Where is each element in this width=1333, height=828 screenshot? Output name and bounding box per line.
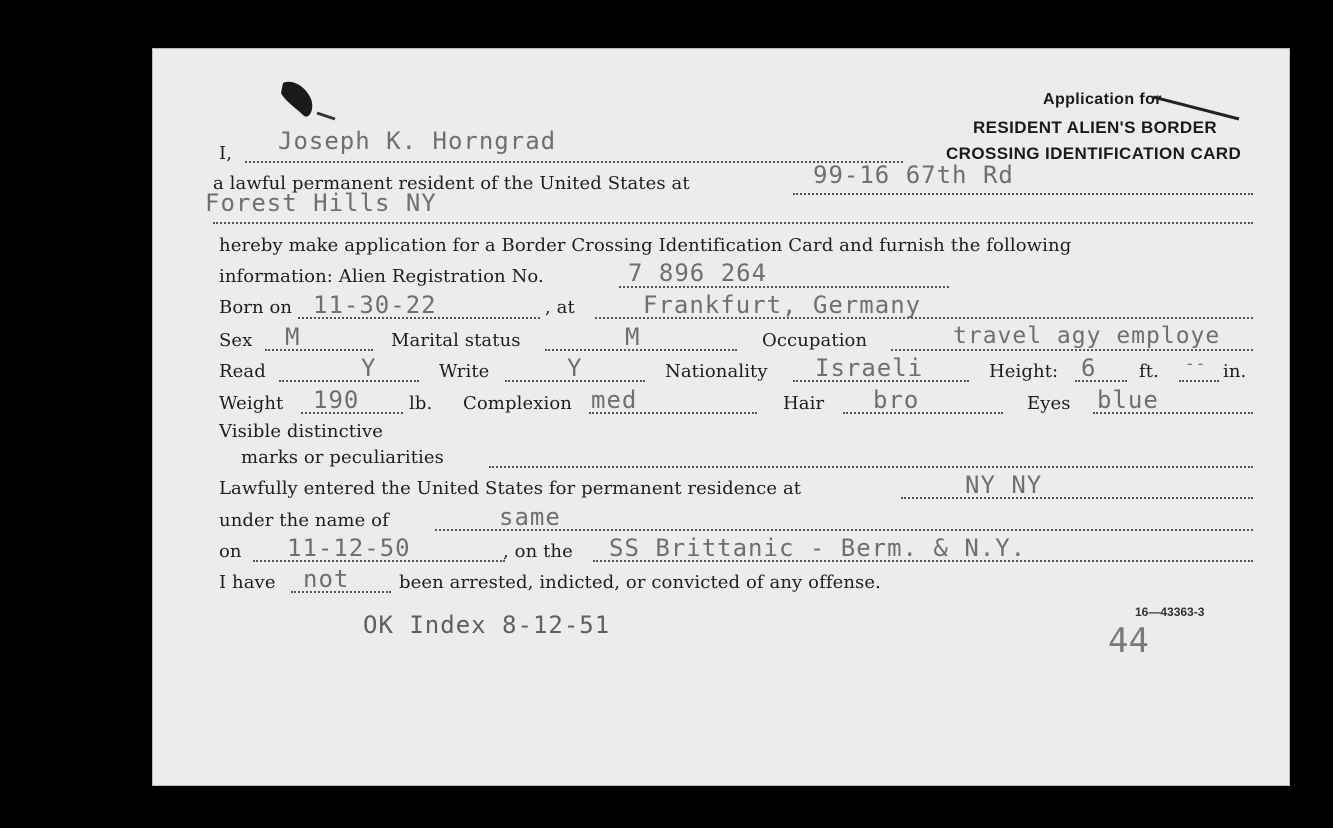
write-value: Y [567, 354, 583, 382]
label-under-name: under the name of [219, 510, 389, 531]
label-sex: Sex [219, 330, 253, 351]
hair-value: bro [873, 386, 920, 414]
dotted-line [1179, 380, 1219, 382]
label-on-the: , on the [503, 541, 573, 562]
dotted-line [213, 222, 1253, 224]
label-arrested-statement: been arrested, indicted, or convicted of any offense. [399, 572, 881, 593]
height-inches: -- [1185, 354, 1207, 373]
label-eyes: Eyes [1027, 393, 1071, 414]
dotted-line [901, 497, 1253, 499]
label-i: I, [219, 143, 233, 164]
label-occupation: Occupation [762, 330, 868, 351]
dotted-line [265, 349, 373, 351]
complexion-value: med [591, 386, 638, 414]
label-lawfully-entered: Lawfully entered the United States for permanent residence at [219, 478, 802, 499]
label-lb: lb. [409, 393, 433, 414]
vessel-value: SS Brittanic - Berm. & N.Y. [609, 534, 1027, 562]
birth-place: Frankfurt, Germany [643, 291, 922, 319]
label-hereby: hereby make application for a Border Crossing Identification Card and furnish the following [219, 235, 1072, 256]
weight-value: 190 [313, 386, 360, 414]
dotted-line [489, 466, 1253, 468]
label-visible-marks-1: Visible distinctive [219, 421, 383, 442]
arrested-value: not [303, 565, 350, 593]
label-in: in. [1223, 361, 1247, 382]
marital-status-value: M [625, 323, 641, 351]
stamp-number: 44 [1108, 621, 1149, 661]
label-information: information: Alien Registration No. [219, 266, 544, 287]
label-weight: Weight [219, 393, 284, 414]
label-i-have: I have [219, 572, 276, 593]
dotted-line [891, 349, 1253, 351]
entry-place: NY NY [965, 471, 1043, 499]
dotted-line [545, 349, 737, 351]
label-marital-status: Marital status [391, 330, 521, 351]
dotted-line [279, 380, 419, 382]
sex-value: M [285, 323, 301, 351]
label-write: Write [439, 361, 490, 382]
address-line-1: 99-16 67th Rd [813, 161, 1014, 189]
label-ft: ft. [1139, 361, 1159, 382]
alien-registration-number: 7 896 264 [628, 259, 768, 287]
label-height: Height: [989, 361, 1059, 382]
eyes-value: blue [1097, 386, 1159, 414]
dotted-line [793, 193, 1253, 195]
label-hair: Hair [783, 393, 825, 414]
height-feet: 6 [1081, 354, 1097, 382]
dotted-line [843, 412, 1003, 414]
ink-smudge-icon [271, 75, 351, 135]
header-line-1: Application for [1043, 91, 1162, 108]
label-at: , at [545, 297, 575, 318]
form-number: 16—43363-3 [1135, 605, 1205, 619]
birth-date: 11-30-22 [313, 291, 437, 319]
label-born-on: Born on [219, 297, 293, 318]
applicant-name: Joseph K. Horngrad [278, 127, 557, 155]
header-line-2: RESIDENT ALIEN'S BORDER [973, 118, 1218, 137]
nationality-value: Israeli [815, 354, 924, 382]
ok-index-stamp: OK Index 8-12-51 [363, 611, 611, 639]
label-on: on [219, 541, 242, 562]
label-visible-marks-2: marks or peculiarities [241, 447, 444, 468]
border-crossing-card [152, 48, 1290, 786]
occupation-value: travel agy employe [953, 323, 1221, 349]
header-line-3: CROSSING IDENTIFICATION CARD [946, 144, 1242, 163]
label-complexion: Complexion [463, 393, 572, 414]
under-name-value: same [499, 503, 561, 531]
address-line-2: Forest Hills NY [205, 189, 437, 217]
dotted-line [245, 161, 903, 163]
entry-date: 11-12-50 [287, 534, 411, 562]
label-nationality: Nationality [665, 361, 768, 382]
label-lawful: a lawful permanent resident of the United States at [213, 173, 690, 194]
header-strike-mark [1153, 89, 1253, 129]
label-read: Read [219, 361, 266, 382]
read-value: Y [361, 354, 377, 382]
